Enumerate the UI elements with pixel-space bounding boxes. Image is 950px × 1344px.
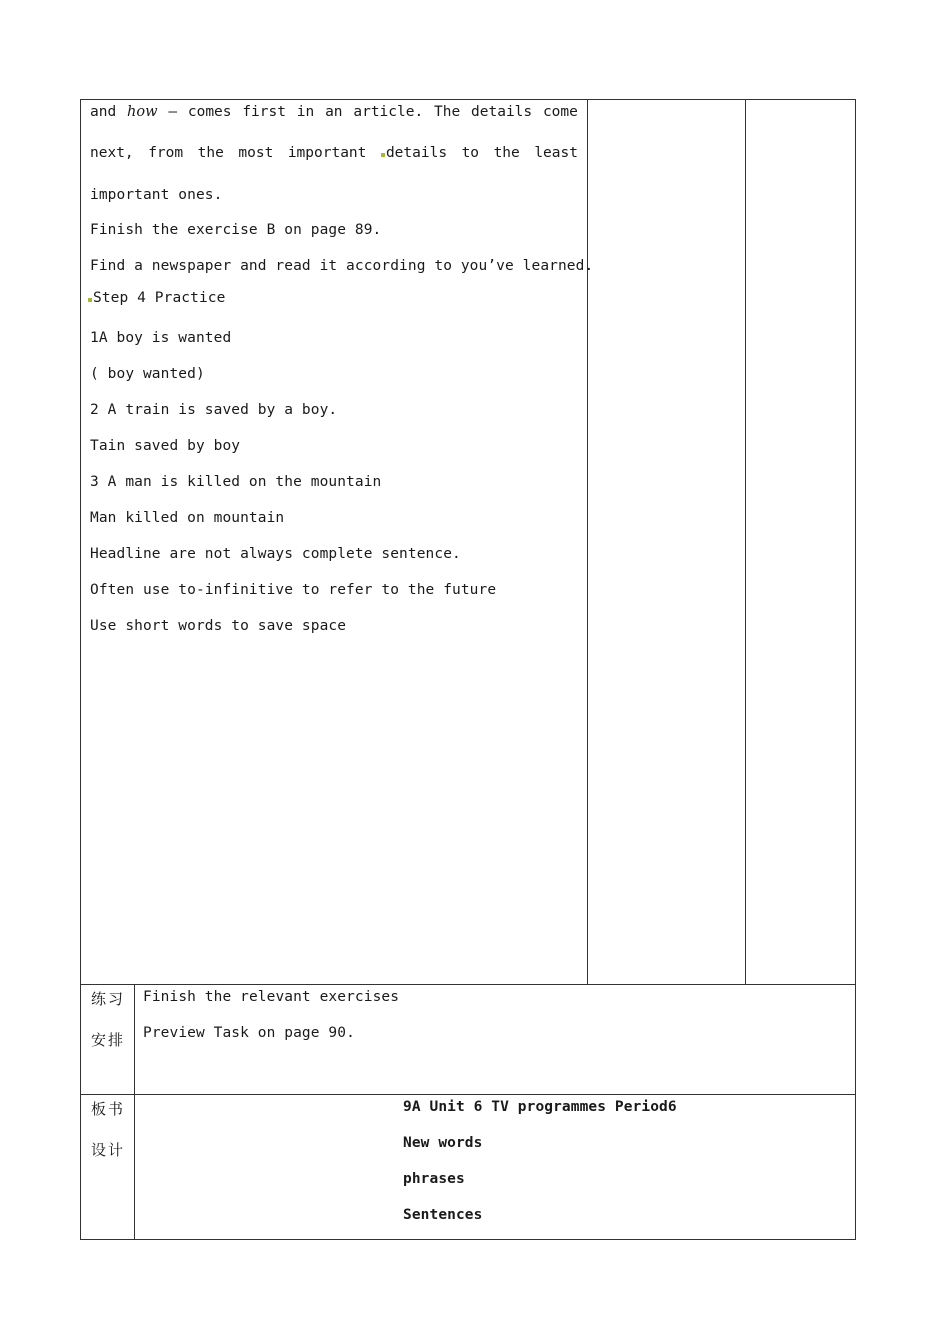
board-item: New words [403, 1135, 483, 1151]
board-label: 板书 [91, 1100, 126, 1118]
headline-rule: Use short words to save space [90, 618, 347, 634]
example-sentence: 2 A train is saved by a boy. [90, 402, 338, 418]
newspaper-instruction: Find a newspaper and read it according to you’ve learned. [90, 258, 594, 274]
board-label: 设计 [91, 1141, 126, 1159]
example-sentence: 1A boy is wanted [90, 330, 232, 346]
homework-item: Finish the relevant exercises [143, 989, 400, 1005]
example-headline: Man killed on mountain [90, 510, 285, 526]
paragraph-line: next, from the most important details to the least [90, 145, 578, 161]
board-item: phrases [403, 1171, 465, 1187]
step-heading: Step 4 Practice [88, 290, 225, 306]
exercise-instruction: Finish the exercise B on page 89. [90, 222, 382, 238]
homework-label: 练习 [91, 990, 126, 1008]
homework-label: 安排 [91, 1031, 126, 1049]
headline-rule: Headline are not always complete sentence. [90, 546, 461, 562]
example-headline: ( boy wanted) [90, 366, 205, 382]
paragraph-line: and how — comes first in an article. The details come [90, 104, 578, 120]
headline-rule: Often use to-infinitive to refer to the future [90, 582, 497, 598]
anchor-mark-icon [88, 298, 92, 302]
anchor-mark-icon [381, 153, 385, 157]
board-item: Sentences [403, 1207, 483, 1223]
column-divider [745, 99, 746, 984]
example-headline: Tain saved by boy [90, 438, 241, 454]
example-sentence: 3 A man is killed on the mountain [90, 474, 382, 490]
paragraph-line: important ones. [90, 187, 223, 203]
homework-item: Preview Task on page 90. [143, 1025, 355, 1041]
board-title: 9A Unit 6 TV programmes Period6 [403, 1099, 677, 1115]
row-divider [80, 1094, 856, 1095]
row-divider [80, 984, 856, 985]
label-column-divider [134, 984, 135, 1240]
column-divider [587, 99, 588, 984]
